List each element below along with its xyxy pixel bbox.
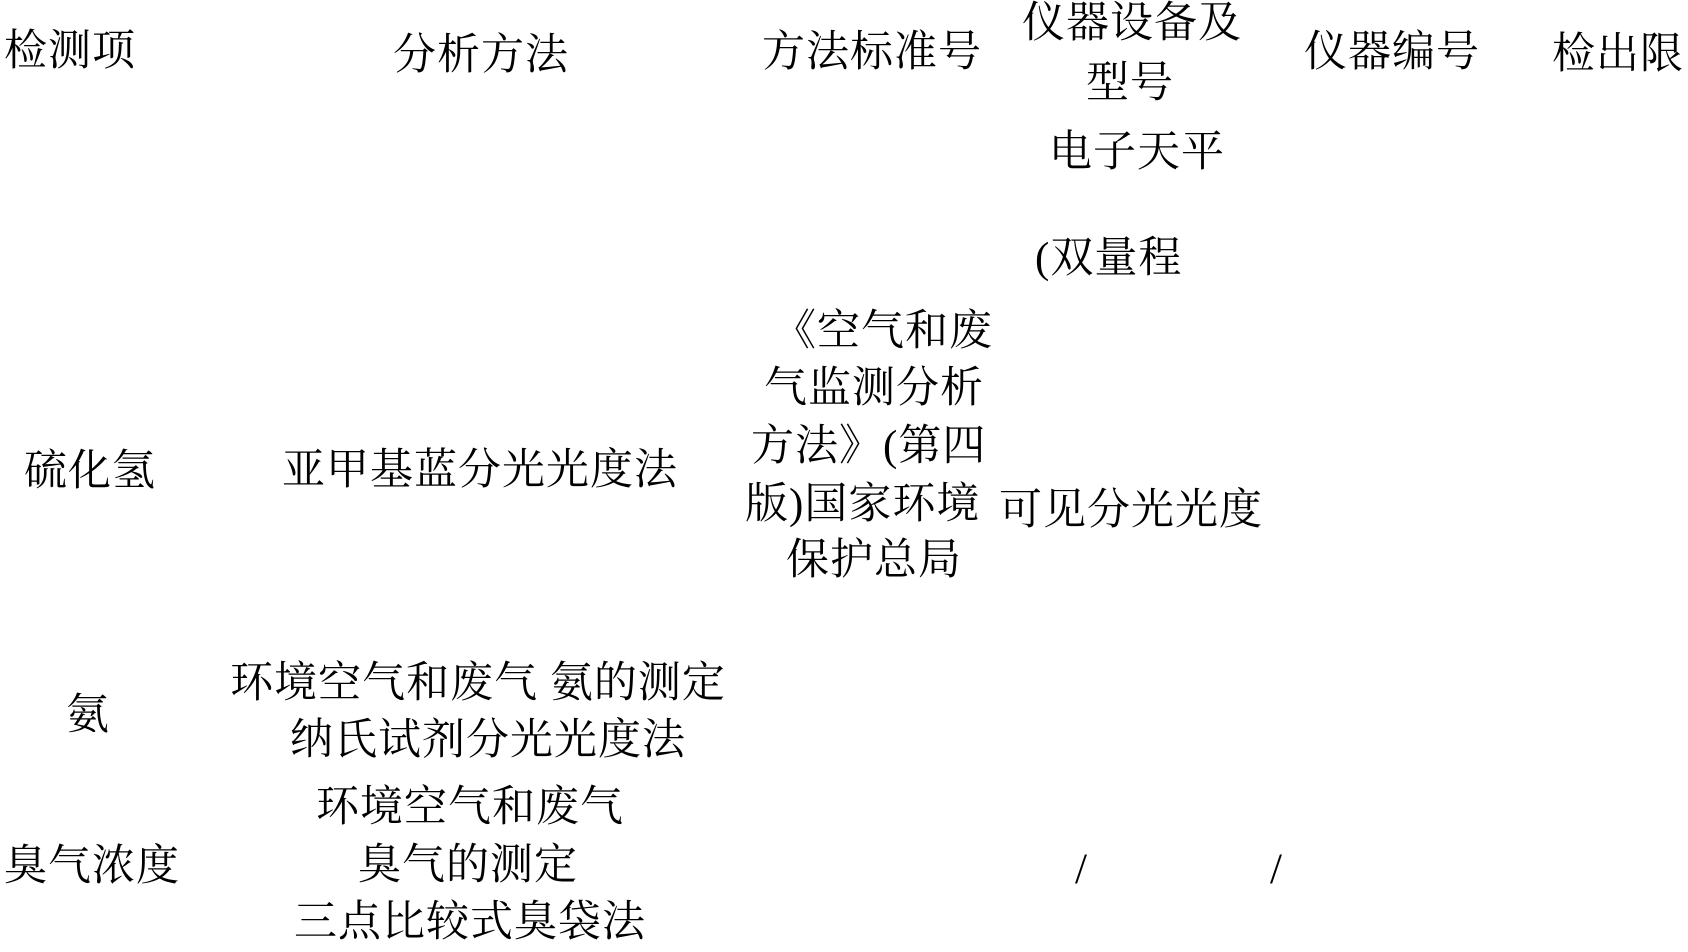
cell-instrument-model-slash: / (1075, 846, 1088, 893)
cell-test-item-ammonia: 氨 (66, 692, 110, 739)
column-header-detection-limit: 检出限 (1552, 31, 1684, 78)
cell-instrument-dual-range: (双量程 (1035, 235, 1183, 282)
cell-standard-line: 方法》(第四 (751, 423, 987, 470)
cell-method-line: 三点比较式臭袋法 (294, 899, 646, 946)
cell-test-item-hydrogen-sulfide: 硫化氢 (24, 448, 156, 495)
cell-standard-line: 《空气和废 (773, 308, 993, 355)
cell-test-item-odor-concentration: 臭气浓度 (4, 843, 180, 890)
column-header-method-standard: 方法标准号 (762, 29, 982, 76)
cell-method-line: 纳氏试剂分光光度法 (290, 717, 686, 764)
cell-standard-line: 气监测分析 (764, 365, 984, 412)
column-header-instrument-model-line2: 型号 (1086, 60, 1174, 107)
cell-standard-line: 保护总局 (786, 537, 962, 584)
cell-instrument-visible-spectrophotometer: 可见分光光度 (999, 487, 1263, 534)
column-header-instrument-number: 仪器编号 (1304, 29, 1480, 76)
column-header-test-item: 检测项 (4, 28, 136, 75)
cell-method-methylene-blue: 亚甲基蓝分光光度法 (282, 447, 678, 494)
cell-instrument-number-slash: / (1270, 846, 1283, 893)
cell-standard-line: 版)国家环境 (745, 481, 981, 528)
cell-instrument-electronic-balance: 电子天平 (1049, 129, 1225, 176)
column-header-instrument-model-line1: 仪器设备及 (1022, 0, 1242, 47)
cell-method-line: 臭气的测定 (358, 842, 578, 889)
column-header-analysis-method: 分析方法 (393, 32, 569, 79)
cell-method-line: 环境空气和废气 (316, 784, 624, 831)
cell-method-line: 环境空气和废气 氨的测定 (230, 660, 726, 707)
